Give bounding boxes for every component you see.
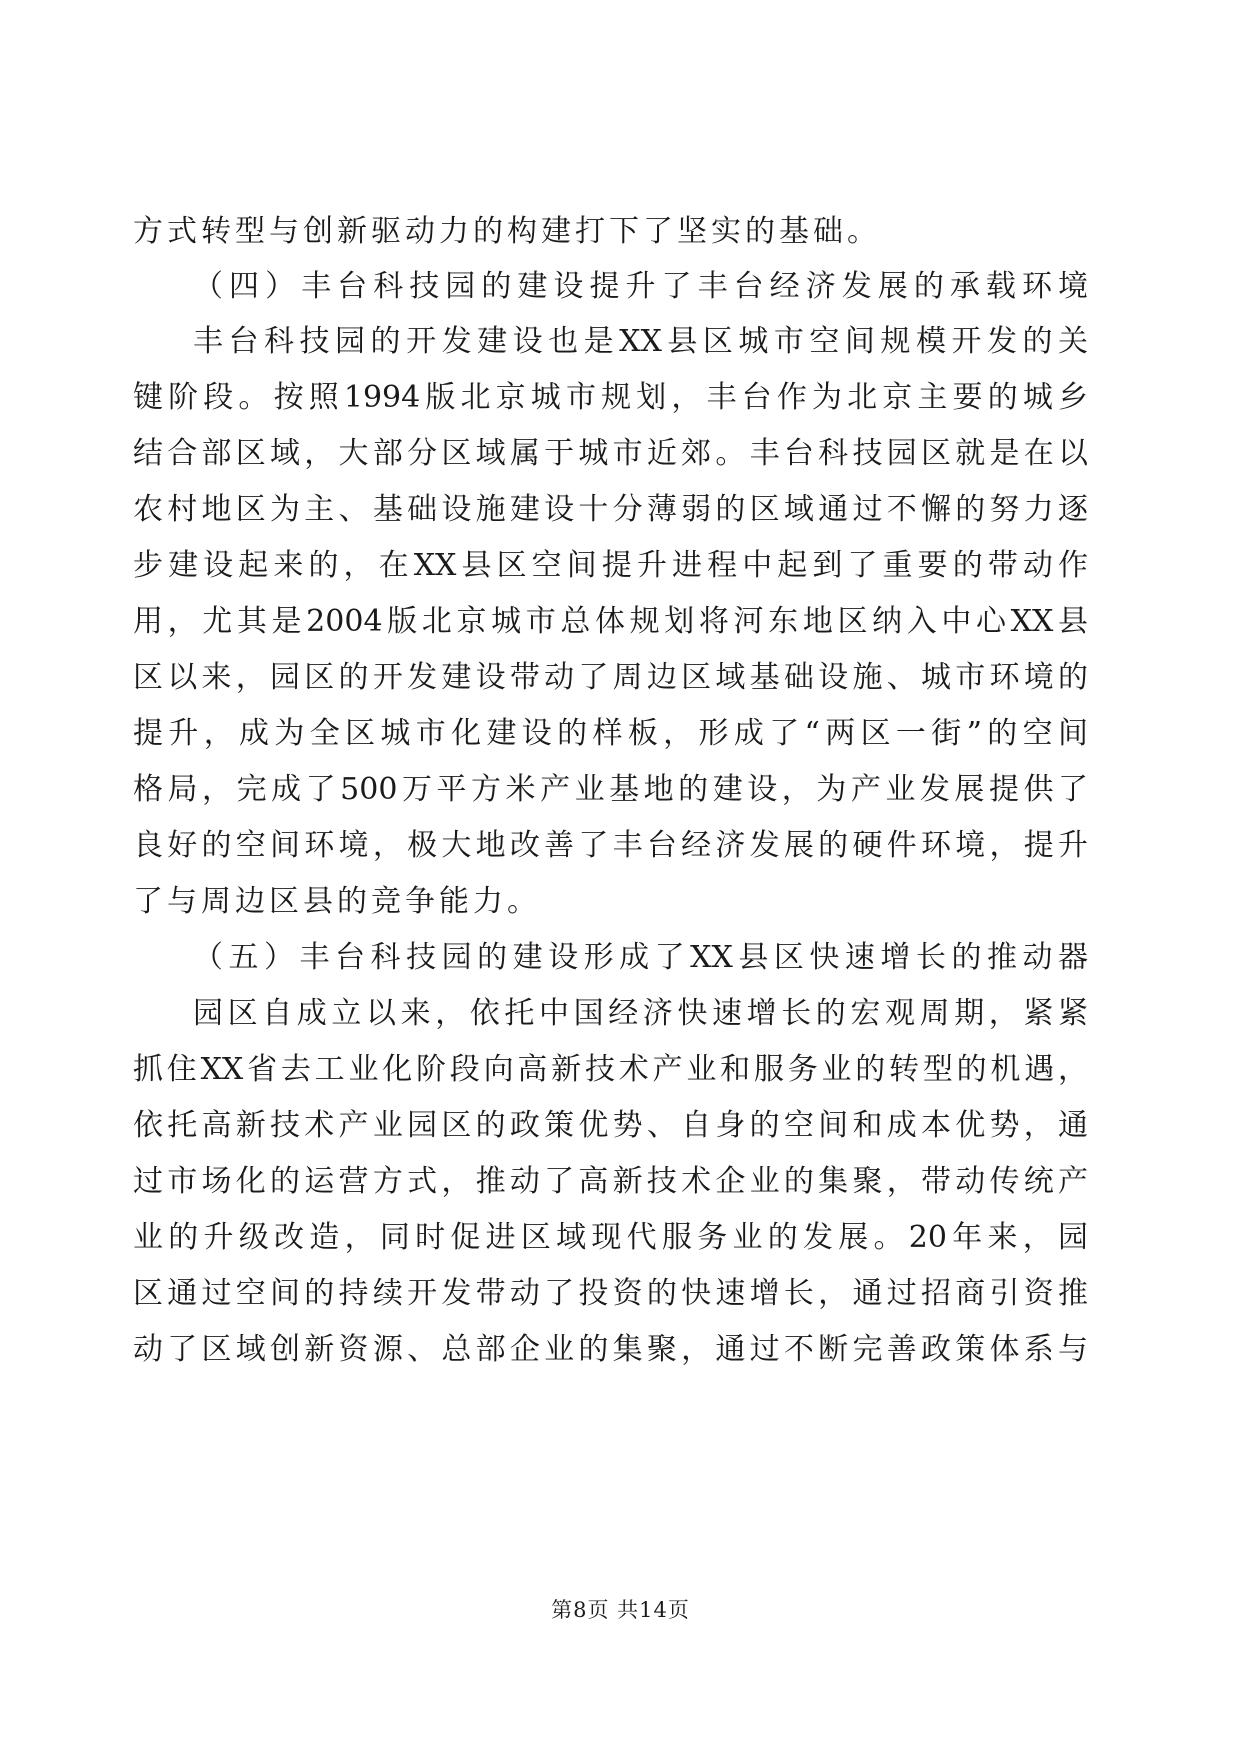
paragraph-line: 了与周边区县的竞争能力。: [133, 884, 541, 919]
paragraph-line: 依托高新技术产业园区的政策优势、自身的空间和成本优势，通: [133, 1108, 1088, 1143]
paragraph-line: 业的升级改造，同时促进区域现代服务业的发展。20年来，园: [133, 1220, 1088, 1255]
paragraph-line: 抓住XX省去工业化阶段向高新技术产业和服务业的转型的机遇，: [133, 1052, 1088, 1087]
paragraph-line: 步建设起来的，在XX县区空间提升进程中起到了重要的带动作: [133, 548, 1088, 583]
paragraph-line: 农村地区为主、基础设施建设十分薄弱的区域通过不懈的努力逐: [133, 492, 1088, 527]
paragraph-line: 提升，成为全区城市化建设的样板，形成了“两区一街”的空间: [133, 716, 1088, 751]
paragraph-line: 园区自成立以来，依托中国经济快速增长的宏观周期，紧紧: [193, 996, 1088, 1031]
section-heading-5: （五）丰台科技园的建设形成了XX县区快速增长的推动器: [193, 940, 1088, 975]
paragraph-line: 区通过空间的持续开发带动了投资的快速增长，通过招商引资推: [133, 1276, 1088, 1311]
section-heading-4: （四）丰台科技园的建设提升了丰台经济发展的承载环境: [193, 269, 1088, 304]
paragraph-line: 结合部区域，大部分区域属于城市近郊。丰台科技园区就是在以: [133, 436, 1088, 471]
paragraph-line: 区以来，园区的开发建设带动了周边区域基础设施、城市环境的: [133, 660, 1088, 695]
paragraph-line: 格局，完成了500万平方米产业基地的建设，为产业发展提供了: [133, 772, 1088, 807]
paragraph-line: 过市场化的运营方式，推动了高新技术企业的集聚，带动传统产: [133, 1164, 1088, 1199]
paragraph-line: 丰台科技园的开发建设也是XX县区城市空间规模开发的关: [193, 324, 1088, 359]
page-number-footer: 第8页 共14页: [551, 1598, 690, 1622]
paragraph-line: 良好的空间环境，极大地改善了丰台经济发展的硬件环境，提升: [133, 828, 1088, 863]
paragraph-line: 方式转型与创新驱动力的构建打下了坚实的基础。: [133, 214, 881, 249]
paragraph-line: 动了区域创新资源、总部企业的集聚，通过不断完善政策体系与: [133, 1332, 1088, 1367]
paragraph-line: 键阶段。按照1994版北京城市规划，丰台作为北京主要的城乡: [133, 380, 1088, 415]
paragraph-line: 用，尤其是2004版北京城市总体规划将河东地区纳入中心XX县: [133, 604, 1088, 639]
